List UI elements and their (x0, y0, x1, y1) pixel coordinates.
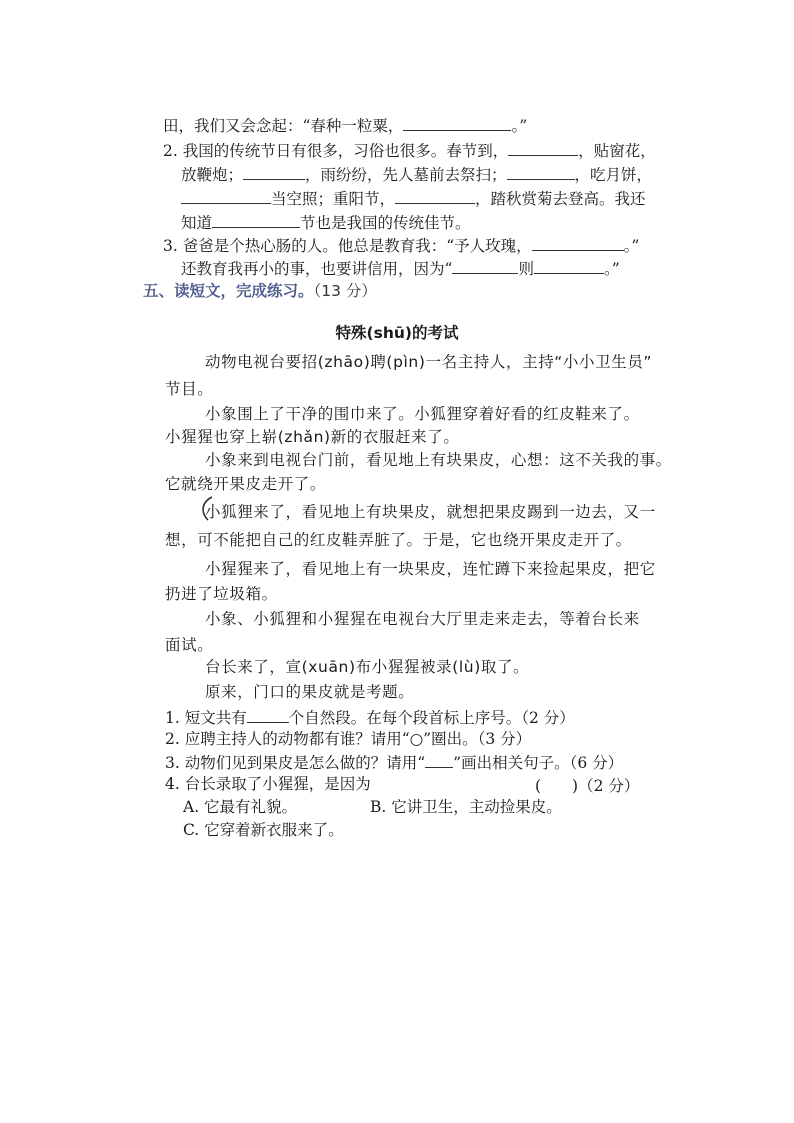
answer-blank[interactable] (212, 211, 300, 228)
answer-blank[interactable] (403, 114, 511, 131)
section-score: （13 分） (313, 282, 377, 300)
q3-line-2 (181, 257, 620, 279)
question-1 (165, 706, 575, 728)
story-line: 动物电视台要招(zhāo)聘(pìn)一名主持人，主持“小小卫生员” (205, 353, 653, 371)
section-title: 五、读短文，完成练习。 (143, 282, 314, 300)
answer-blank[interactable] (534, 257, 604, 274)
answer-blank[interactable] (243, 163, 305, 180)
story-line: 小猩猩来了，看见地上有一块果皮，连忙蹲下来捡起果皮，把它 (205, 560, 656, 578)
question-4: 4. 台长录取了小猩猩，是因为 (165, 775, 371, 793)
text: 放鞭炮； (181, 166, 244, 184)
text: 则 (518, 260, 534, 278)
text: 1. 短文共有 (165, 709, 247, 727)
answer-blank[interactable] (181, 187, 271, 204)
story-line: 它就绕开果皮走开了。 (165, 475, 327, 493)
text: 。” (511, 117, 528, 135)
text: 还教育我再小的事，也要讲信用，因为“ (181, 260, 453, 278)
text: 当空照；重阳节， (271, 190, 396, 208)
answer-blank[interactable] (507, 163, 575, 180)
text: 3. 爸爸是个热心肠的人。他总是教育我：“予人玫瑰， (163, 237, 532, 255)
text: 节也是我国的传统佳节。 (300, 214, 471, 232)
story-line: 小象来到电视台门前，看见地上有块果皮，心想：这不关我的事。 (205, 451, 672, 469)
story-line: 台长来了，宣(xuān)布小猩猩被录(lù)取了。 (205, 658, 530, 676)
q2-line-4 (181, 211, 471, 233)
option-b[interactable]: B. 它讲卫生，主动捡果皮。 (370, 798, 562, 816)
story-line: 想，可不能把自己的红皮鞋弄脏了。于是，它也绕开果皮走开了。 (165, 531, 632, 549)
text: 田，我们又会念起：“春种一粒粟， (163, 117, 404, 135)
text: ，吃月饼， (574, 166, 653, 184)
q2-line-1 (163, 139, 656, 161)
text: 知道 (181, 214, 213, 232)
text: ，贴窗花， (578, 142, 656, 160)
story-line: 小狐狸来了，看见地上有块果皮，就想把果皮踢到一边去，又一 (205, 503, 656, 521)
q3-line-1 (163, 234, 639, 256)
question-3 (165, 751, 623, 773)
story-line: 小象、小狐狸和小猩猩在电视台大厅里走来走去，等着台长来 (205, 610, 640, 628)
q2-line-2 (181, 163, 652, 185)
text: 2. 我国的传统节日有很多，习俗也很多。春节到， (163, 142, 509, 160)
text: 。” (623, 237, 640, 255)
q2-line-3 (181, 187, 646, 209)
answer-blank[interactable] (508, 139, 578, 156)
text: ，踏秋赏菊去登高。我还 (475, 190, 646, 208)
story-title: 特殊(shū)的考试 (335, 324, 459, 342)
answer-blank[interactable] (532, 234, 624, 251)
story-line: 扔进了垃圾箱。 (165, 585, 278, 603)
fill-line-1 (163, 114, 527, 136)
text: ，雨纷纷，先人墓前去祭扫； (305, 166, 507, 184)
story-line: 小象围上了干净的围巾来了。小狐狸穿着好看的红皮鞋来了。 (205, 405, 640, 423)
text: 。” (603, 260, 620, 278)
text: 3. 动物们见到果皮是怎么做的？请用“ (165, 754, 426, 772)
underline-sample (425, 751, 453, 768)
answer-blank[interactable] (452, 257, 518, 274)
answer-parenthesis[interactable]: ( )（2 分） (535, 777, 640, 795)
option-c[interactable]: C. 它穿着新衣服来了。 (183, 821, 344, 839)
question-2: 2. 应聘主持人的动物都有谁？请用“○”圈出。（3 分） (165, 730, 532, 748)
answer-blank[interactable] (247, 706, 289, 723)
handwritten-mark-icon (196, 494, 218, 524)
story-line: 面试。 (165, 636, 214, 654)
option-a[interactable]: A. 它最有礼貌。 (183, 798, 298, 816)
text: 个自然段。在每个段首标上序号。（2 分） (288, 709, 575, 727)
section-heading (143, 279, 377, 301)
story-line: 节目。 (165, 380, 214, 398)
story-line: 原来，门口的果皮就是考题。 (205, 683, 415, 701)
text: ”画出相关句子。（6 分） (453, 754, 624, 772)
answer-blank[interactable] (395, 187, 475, 204)
story-line: 小猩猩也穿上崭(zhǎn)新的衣服赶来了。 (165, 428, 460, 446)
